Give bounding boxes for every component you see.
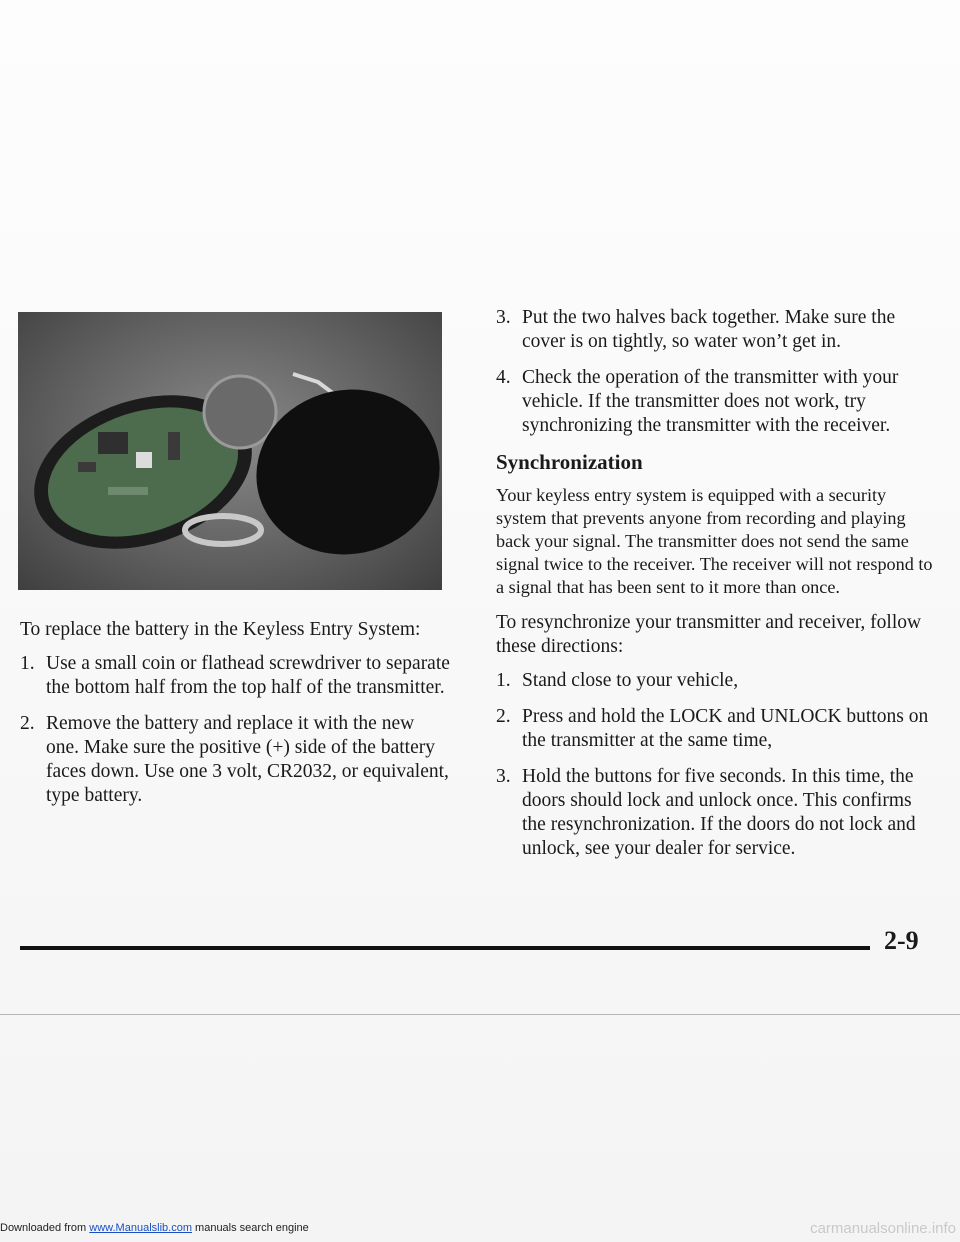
- download-suffix: manuals search engine: [191, 1222, 309, 1234]
- step-text: Put the two halves back together. Make sure the cover is on tightly, so water won’t get in.: [522, 307, 896, 352]
- step-text: Remove the battery and replace it with the new one. Make sure the positive (+) side of the battery faces down. Use one 3 volt, CR2032, or equivalent, type battery.: [46, 713, 449, 806]
- synchronization-heading: Synchronization: [496, 450, 643, 474]
- download-prefix: Downloaded from: [0, 1222, 90, 1234]
- list-item: [496, 366, 936, 438]
- download-notice: [0, 1222, 309, 1234]
- step-text: Check the operation of the transmitter with your vehicle. If the transmitter does not work, try synchronizing the transmitter with the receiver.: [522, 367, 899, 436]
- list-item: [20, 652, 450, 700]
- step-text: Hold the buttons for five seconds. In this time, the doors should lock and unlock once. This confirms the resynchronization. If the doors do not lock and unlock, see your dealer for service.: [522, 766, 916, 859]
- list-item: [20, 712, 450, 808]
- reassembly-steps-list: [496, 306, 936, 438]
- page-number: 2-9: [884, 926, 919, 955]
- right-column: [496, 306, 936, 873]
- manualslib-link[interactable]: www.Manualslib.com: [89, 1222, 192, 1234]
- step-number: 1.: [20, 653, 35, 674]
- step-number: 4.: [496, 367, 511, 388]
- synchronization-paragraph: Your keyless entry system is equipped with a security system that prevents anyone from recording and playing back your signal. The transmitter does not send the same signal twice to the receiver. The receiver will not respond to a signal that has been sent to it more than once.: [496, 485, 933, 597]
- resync-steps-list: [496, 669, 936, 861]
- step-text: Press and hold the LOCK and UNLOCK buttons on the transmitter at the same time,: [522, 706, 929, 751]
- footer-rule: [20, 946, 870, 950]
- step-number: 1.: [496, 670, 511, 691]
- keyless-transmitter-photo-icon: [18, 312, 442, 590]
- battery-intro: To replace the battery in the Keyless Entry System:: [20, 619, 421, 640]
- watermark: carmanualsonline.info: [810, 1220, 956, 1237]
- left-column: [20, 618, 450, 820]
- step-number: 2.: [496, 706, 511, 727]
- battery-steps-list: [20, 652, 450, 808]
- step-number: 3.: [496, 307, 511, 328]
- step-number: 3.: [496, 766, 511, 787]
- step-text: Stand close to your vehicle,: [522, 670, 739, 691]
- divider: [0, 1014, 960, 1015]
- resync-intro: To resynchronize your transmitter and receiver, follow these directions:: [496, 612, 922, 657]
- step-text: Use a small coin or flathead screwdriver to separate the bottom half from the top half of the transmitter.: [46, 653, 450, 698]
- list-item: [496, 705, 936, 753]
- list-item: [496, 306, 936, 354]
- transmitter-photo: [18, 312, 442, 590]
- list-item: [496, 765, 936, 861]
- step-number: 2.: [20, 713, 35, 734]
- list-item: [496, 669, 936, 693]
